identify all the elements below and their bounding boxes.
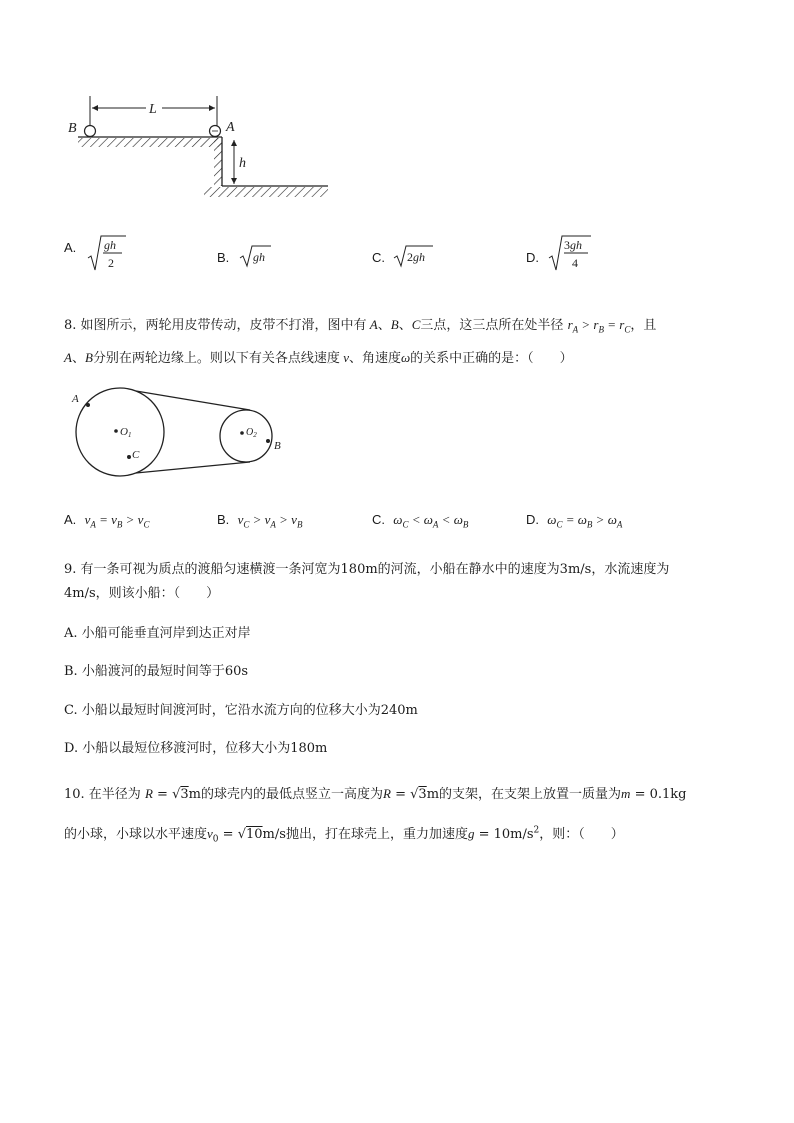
fig7-label-L: L xyxy=(149,102,157,117)
svg-text:O1: O1 xyxy=(120,426,132,439)
sqrt-gh-over-2 xyxy=(86,232,128,276)
svg-text:gh: gh xyxy=(104,238,116,252)
svg-text:B: B xyxy=(274,440,281,452)
q8-line-1: 8. 如图所示，两轮用皮带传动，皮带不打滑，图中有 A、B、C三点，这三点所在处半径 $r_A > r_B = r_C$，且 xyxy=(64,317,657,335)
ball-b xyxy=(85,126,96,137)
q7-option-c[interactable]: C. xyxy=(372,250,385,265)
q10-line-2: 的小球，小球以水平速度$v_0 = √10m/s$抛出，打在球壳上，重力加速度$g = 10m/s^2$，则：（ ） xyxy=(64,825,624,845)
fig7-label-A: A xyxy=(226,120,235,135)
q9-line-1: 9. 有一条可视为质点的渡船匀速横渡一条河宽为180m的河流，小船在静水中的速度为3m/s，水流速度为 xyxy=(64,562,670,577)
q9-line-2: 4m/s，则该小船：（ ） xyxy=(64,586,220,601)
q7-option-d[interactable]: D. xyxy=(526,250,539,265)
svg-text:2: 2 xyxy=(108,256,114,270)
q7-option-a[interactable]: A. xyxy=(64,240,77,255)
q10-line-1: 10. 在半径为 R = √3m的球壳内的最低点竖立一高度为R = √3m的支架，在支架上放置一质量为m = 0.1kg xyxy=(64,786,687,802)
fig7-label-h: h xyxy=(239,156,246,171)
q8-option-b[interactable]: B. $v_C > v_A > v_B$ xyxy=(217,512,303,530)
svg-text:C: C xyxy=(132,449,140,461)
q7-option-b[interactable]: B. xyxy=(217,250,230,265)
q8-line-2: A、B分别在两轮边缘上。则以下有关各点线速度 v、角速度ω的关系中正确的是：（ ） xyxy=(64,350,573,366)
svg-text:4: 4 xyxy=(572,256,578,270)
svg-text:2gh: 2gh xyxy=(407,250,425,264)
sqrt-3gh-over-4 xyxy=(547,232,593,276)
svg-text:3gh: 3gh xyxy=(564,238,582,252)
q7-figure xyxy=(64,88,334,213)
q9-option-c[interactable]: C. 小船以最短时间渡河时，它沿水流方向的位移大小为240m xyxy=(64,703,418,718)
svg-text:O2: $O_2$ xyxy=(246,427,257,439)
q8-option-c[interactable]: C. $\omega_C < \omega_A < \omega_B$ xyxy=(372,512,469,530)
sqrt-2gh xyxy=(392,243,436,269)
sqrt-gh xyxy=(238,243,274,269)
q8-option-d[interactable]: D. $\omega_C = \omega_B > \omega_A$ xyxy=(526,512,623,530)
fig7-label-B: B xyxy=(68,121,77,136)
q8-option-a[interactable]: A. $v_A = v_B > v_C$ xyxy=(64,512,150,530)
q9-option-b[interactable]: B. 小船渡河的最短时间等于60s xyxy=(64,664,249,679)
q9-option-a[interactable]: A. 小船可能垂直河岸到达正对岸 xyxy=(64,626,251,641)
svg-text:gh: gh xyxy=(253,250,265,264)
q8-belt-figure xyxy=(64,385,294,480)
q9-option-d[interactable]: D. 小船以最短位移渡河时，位移大小为180m xyxy=(64,741,328,756)
svg-text:A: A xyxy=(72,393,79,405)
